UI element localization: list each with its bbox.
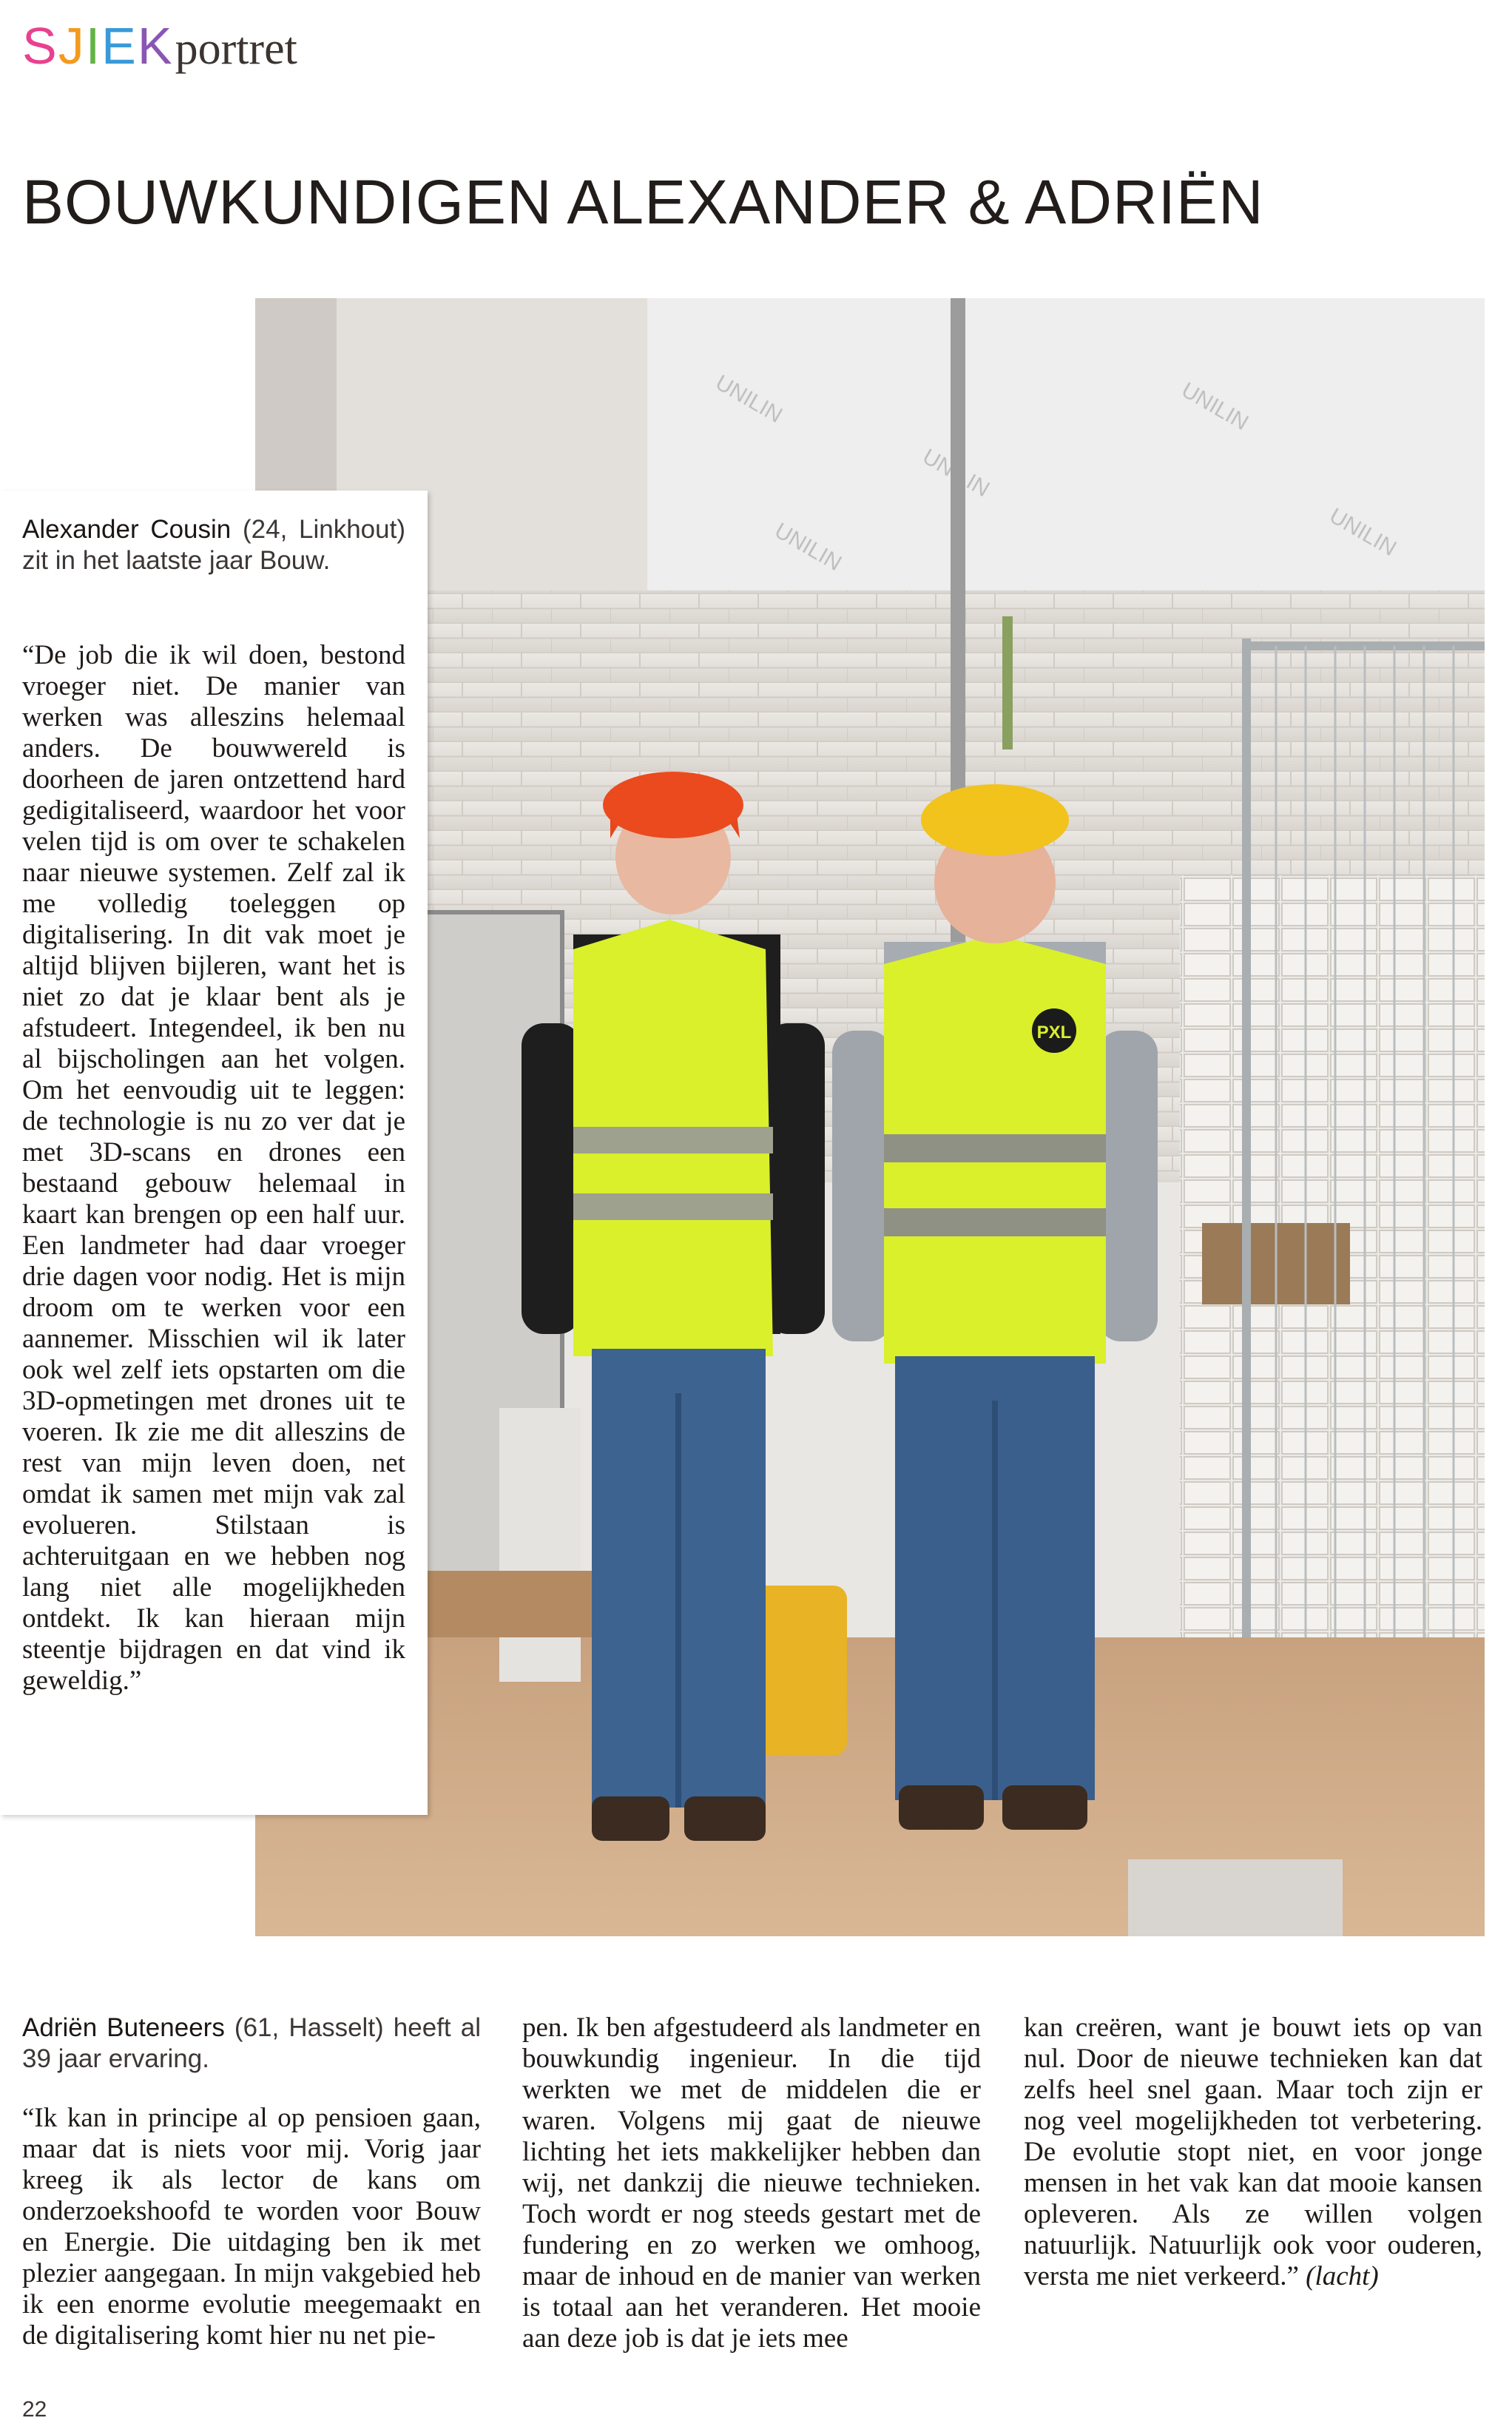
alexander-quote: “De job die ik wil doen, bestond vroeger niet. De manier van werken was alleszins helemaal anders. De bouwwereld is doorheen de jaren ontzettend hard gedigitaliseerd, waardoor het voor velen tijd is om over te schakelen naar nieuwe systemen. Zelf zal ik me volledig toeleggen op digitalisering. In dit vak moet je altijd blijven bijleren, want het is niet zo dat je klaar bent als je afstudeert. Integendeel, ik ben nu al bijscholingen aan het volgen. Om het eenvoudig uit te leggen: de technologie is nu zo ver dat je met 3D-scans en drones een bestaand gebouw helemaal in kaart kan brengen op een half uur. Een landmeter had daar vroeger drie dagen voor nodig. Het is mijn droom om te werken voor een aannemer. Misschien wil ik later ook wel zelf iets opstarten om die 3D-opmetingen met drones uit te voeren. Ik zie me dit alleszins de rest van mijn leven doen, net omdat ik samen met mijn vak zal evolueren. Stilstaan is achteruitgaan en we hebben nog lang niet alle mogelijkheden ontdekt. Ik kan hieraan mijn steentje bijdragen en dat vind ik geweldig.” bbox=[22, 640, 405, 1696]
article-photo bbox=[255, 298, 1485, 1936]
brand-suffix: portret bbox=[175, 24, 297, 74]
article-column-1 bbox=[22, 2012, 481, 2351]
board-print: UNILIN bbox=[770, 518, 846, 576]
article-column-2 bbox=[522, 2012, 981, 2354]
vest-badge: PXL bbox=[1036, 1023, 1072, 1042]
alexander-intro-details: (24, Linkhout) zit in het laatste jaar Bouw. bbox=[22, 515, 405, 575]
article-headline: BOUWKUNDIGEN ALEXANDER & ADRIËN bbox=[22, 167, 1264, 237]
adrien-intro bbox=[22, 2012, 481, 2075]
brand-letter-s: S bbox=[22, 17, 58, 75]
adrien-quote-part-3-text: kan creëren, want je bouwt iets op van nul. Door de nieuwe technieken kan dat zelfs heel snel gaan. Maar toch zijn er nog veel mogelijkheden tot verbetering. De evolutie stopt niet, en voor jonge mensen in het vak kan dat mooie kansen opleveren. Als ze willen volgen natuurlijk. Natuurlijk ook voor ouderen, versta me niet verkeerd.” bbox=[1024, 2012, 1482, 2291]
adrien-quote-part-1: “Ik kan in principe al op pensioen gaan, maar dat is niets voor mij. Vorig jaar kreeg ik als lector de kans om onderzoekshoofd te worden voor Bouw en Energie. Die uitdaging ben ik met plezier aangegaan. In mijn vakgebied heb ik een enorme evolutie meegemaakt en de digitalisering komt hier nu net pie- bbox=[22, 2103, 481, 2351]
board-print: UNILIN bbox=[1177, 377, 1253, 436]
adrien-aside: (lacht) bbox=[1306, 2261, 1379, 2291]
brand-letter-k: K bbox=[137, 17, 174, 75]
alexander-text-box bbox=[0, 491, 428, 1815]
alexander-intro bbox=[22, 514, 405, 576]
adrien-intro-details: (61, Hasselt) heeft al 39 jaar ervaring. bbox=[22, 2013, 481, 2073]
board-print: UNILIN bbox=[711, 370, 787, 428]
board-print: UNILIN bbox=[1325, 503, 1401, 562]
brand-letter-i: I bbox=[85, 17, 102, 75]
adrien-quote-part-2: pen. Ik ben afgestudeerd als landmeter en bouwkundig ingenieur. In die tijd werkten we met de middelen die er waren. Volgens mij gaat de nieuwe lichting het iets makkelijker hebben dan wij, net dankzij die nieuwe technieken. Toch wordt er nog steeds gestart met de fundering en zo werken we omhoog, maar de inhoud en de manier van werken is totaal aan het veranderen. Het mooie aan deze job is dat je iets mee bbox=[522, 2012, 981, 2354]
article-column-3 bbox=[1024, 2012, 1482, 2292]
magazine-section-logo bbox=[22, 16, 297, 75]
brand-letter-j: J bbox=[58, 17, 86, 75]
adrien-name: Adriën Buteneers bbox=[22, 2013, 225, 2042]
adrien-quote-part-3 bbox=[1024, 2012, 1482, 2292]
alexander-name: Alexander Cousin bbox=[22, 515, 232, 544]
page-number: 22 bbox=[22, 2397, 47, 2422]
brand-letter-e: E bbox=[101, 17, 138, 75]
